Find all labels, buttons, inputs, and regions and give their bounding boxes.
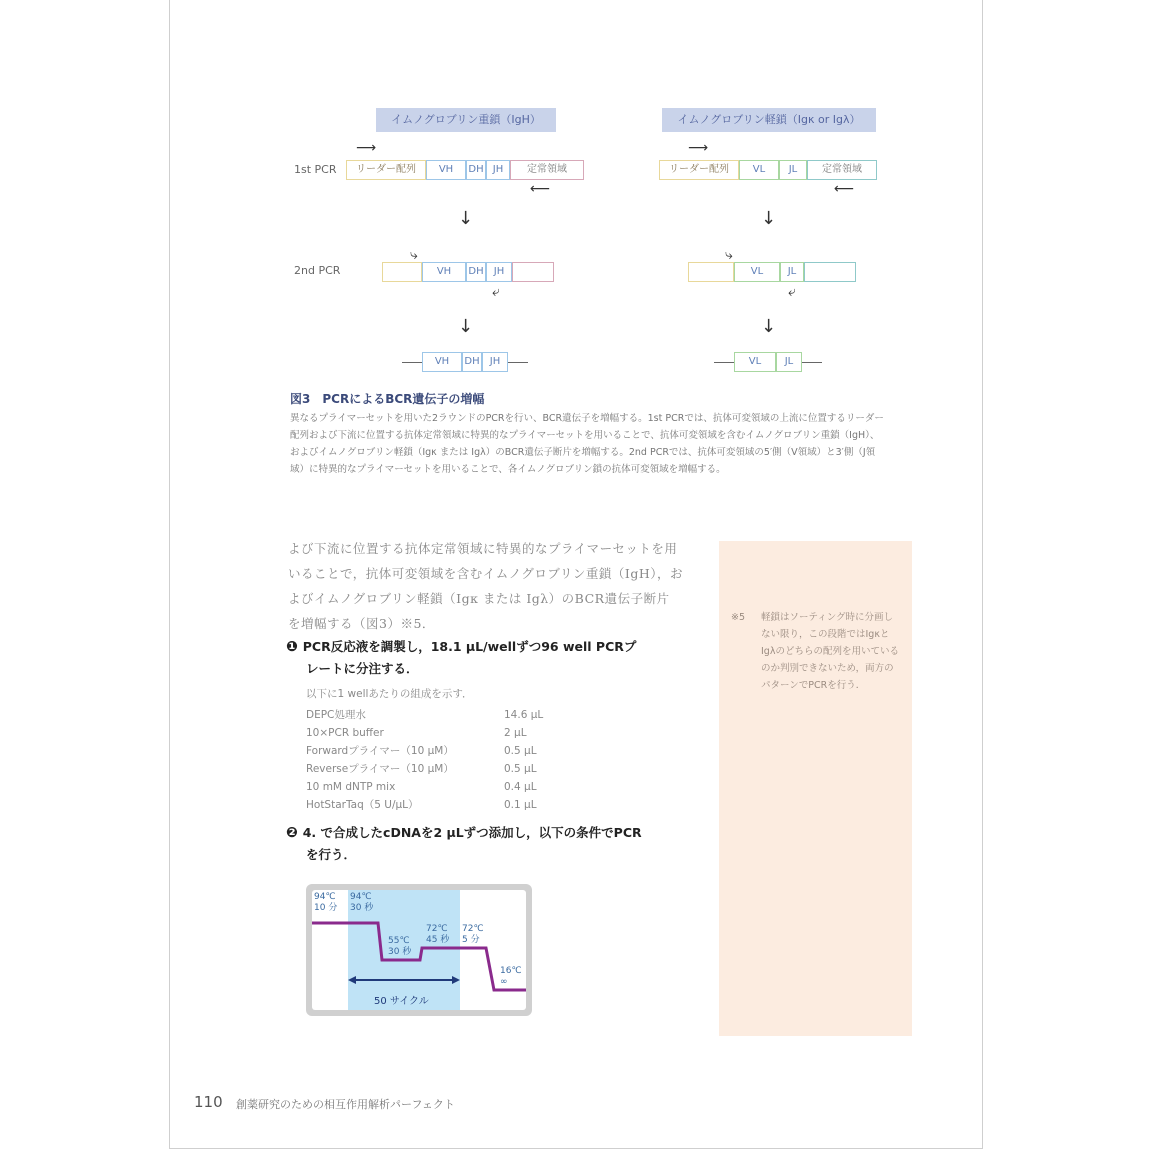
segment-jh: JH (486, 262, 512, 282)
down-arrow-icon: ↓ (761, 316, 777, 337)
page-number: 110 (194, 1093, 223, 1111)
temp-label: 72℃ (426, 924, 448, 934)
reagent-volume: 0.4 μL (504, 781, 537, 793)
temp-label: 94℃ (314, 892, 336, 902)
reagent-row (306, 706, 566, 724)
forward-primer-arrow: ⟶ (356, 140, 377, 156)
step-text: PCR反応液を調製し，18.1 μL/wellずつ96 well PCRプ (302, 639, 637, 654)
time-label: 30 秒 (388, 947, 412, 957)
segment-vh: VH (426, 160, 466, 180)
segment-jh: JH (482, 352, 508, 372)
reagent-name: HotStarTaq（5 U/μL） (306, 799, 419, 811)
down-arrow-icon: ↓ (761, 208, 777, 229)
segment-jl: JL (780, 262, 804, 282)
step-text: レートに分注する． (306, 661, 419, 676)
step-1 (286, 636, 716, 680)
body-line: いることで，抗体可変領域を含むイムノグロブリン重鎖（IgH），お (288, 566, 683, 581)
temp-label: 16℃ (500, 966, 522, 976)
figure-caption-body: 異なるプライマーセットを用いた2ラウンドのPCRを行い、BCR遺伝子を増幅する。1st PCRでは、抗体可変領域の上流に位置するリーダー配列および下流に位置する抗体定常領域に特異的なプライマーセットを用いることで、抗体可変領域を含むイムノグロブリン重鎖（IgH）、およびイムノグロブリン軽鎖（Igκ または Igλ）のBCR遺伝子断片を増幅する。2nd PCRでは、抗体可変領域の5′側（V領域）と3′側（J領域）に特異的なプライマーセットを用いることで、各イムノグロブリン鎖の抗体可変領域を増幅する。 (290, 413, 884, 475)
temp-label: 55℃ (388, 936, 410, 946)
reagent-name: Reverseプライマー（10 μM） (306, 763, 454, 775)
reagent-name: 10 mM dNTP mix (306, 781, 396, 793)
hooked-primer-arrow: ⤷ (410, 247, 418, 263)
segment-leader-part (688, 262, 734, 282)
segment-vl: VL (734, 352, 776, 372)
reagent-row (306, 724, 566, 742)
reagent-row (306, 742, 566, 760)
row-label-1st-pcr: 1st PCR (294, 163, 337, 176)
sidebar-note-box (719, 541, 912, 1036)
step-2 (286, 822, 716, 866)
time-label: ∞ (500, 977, 508, 987)
pcr-program-inner (312, 890, 526, 1010)
reagent-volume: 14.6 μL (504, 709, 544, 721)
step-label-hold (500, 966, 522, 988)
temp-label: 94℃ (350, 892, 372, 902)
step-label-denature (350, 892, 373, 914)
time-label: 30 秒 (350, 903, 374, 913)
segment-dh: DH (466, 160, 486, 180)
reagent-table (306, 706, 566, 814)
reagent-name: 10×PCR buffer (306, 727, 384, 739)
segment-jl: JL (776, 352, 802, 372)
temp-label: 72℃ (462, 924, 484, 934)
reagent-row (306, 796, 566, 814)
heavy-1st-pcr-construct (346, 160, 584, 180)
segment-jl: JL (779, 160, 807, 180)
pcr-program-diagram (306, 884, 532, 1016)
segment-dh: DH (462, 352, 482, 372)
segment-constant-part (804, 262, 856, 282)
light-product (734, 352, 802, 372)
hooked-primer-arrow: ⤷ (725, 247, 733, 263)
reagent-volume: 0.1 μL (504, 799, 537, 811)
segment-vh: VH (422, 352, 462, 372)
row-label-2nd-pcr: 2nd PCR (294, 264, 341, 277)
heavy-chain-header: イムノグロブリン重鎖（IgH） (376, 108, 556, 132)
hooked-primer-arrow: ⤶ (788, 284, 796, 300)
heavy-2nd-pcr-construct (382, 262, 554, 282)
reagent-rows (306, 706, 566, 814)
light-chain-header: イムノグロブリン軽鎖（Igκ or Igλ） (662, 108, 876, 132)
book-title: 創薬研究のための相互作用解析パーフェクト (236, 1098, 455, 1111)
segment-vh: VH (422, 262, 466, 282)
body-paragraph (288, 536, 718, 636)
time-label: 5 分 (462, 935, 480, 945)
reagent-name: Forwardプライマー（10 μM） (306, 745, 454, 757)
segment-constant: 定常領域 (510, 160, 584, 180)
segment-constant-part (512, 262, 554, 282)
body-line: を増幅する（図3）※5． (288, 616, 435, 631)
note-text: 軽鎖はソーティング時に分画しない限り，この段階ではIgκとIgλのどちらの配列を用いているのか判別できないため，両方のパターンでPCRを行う． (761, 612, 899, 691)
segment-vl: VL (734, 262, 780, 282)
segment-leader: リーダー配列 (659, 160, 739, 180)
light-2nd-pcr-construct (688, 262, 856, 282)
forward-primer-arrow: ⟶ (688, 140, 709, 156)
composition-intro: 以下に1 wellあたりの組成を示す． (306, 688, 473, 700)
step-number: ❷ (286, 825, 298, 841)
reagent-row (306, 760, 566, 778)
segment-vl: VL (739, 160, 779, 180)
reagent-volume: 2 μL (504, 727, 527, 739)
down-arrow-icon: ↓ (458, 316, 474, 337)
time-label: 45 秒 (426, 935, 450, 945)
page (169, 0, 983, 1149)
segment-jh: JH (486, 160, 510, 180)
segment-leader: リーダー配列 (346, 160, 426, 180)
figure-caption-title: 図3 PCRによるBCR遺伝子の増幅 (290, 392, 485, 406)
reagent-name: DEPC処理水 (306, 709, 366, 721)
reagent-volume: 0.5 μL (504, 763, 537, 775)
note-mark: ※5 (731, 612, 746, 623)
segment-dh: DH (466, 262, 486, 282)
step-label-final-extend (462, 924, 484, 946)
time-label: 10 分 (314, 903, 338, 913)
step-label-extend (426, 924, 449, 946)
reverse-primer-arrow: ⟵ (530, 181, 551, 197)
segment-constant: 定常領域 (807, 160, 877, 180)
light-1st-pcr-construct (659, 160, 877, 180)
step-label-anneal (388, 936, 411, 958)
segment-leader-part (382, 262, 422, 282)
step-number: ❶ (286, 639, 298, 655)
body-line: よびイムノグロブリン軽鎖（Igκ または Igλ）のBCR遺伝子断片 (288, 591, 670, 606)
heavy-product (422, 352, 508, 372)
cycle-count-label: 50 サイクル (374, 996, 429, 1007)
step-label-initial (314, 892, 337, 914)
step-text: を行う． (306, 847, 357, 862)
reverse-primer-arrow: ⟵ (834, 181, 855, 197)
body-line: よび下流に位置する抗体定常領域に特異的なプライマーセットを用 (288, 541, 678, 556)
reagent-row (306, 778, 566, 796)
hooked-primer-arrow: ⤶ (492, 284, 500, 300)
step-text: 4. で合成したcDNAを2 μLずつ添加し，以下の条件でPCR (302, 825, 642, 840)
reagent-volume: 0.5 μL (504, 745, 537, 757)
down-arrow-icon: ↓ (458, 208, 474, 229)
